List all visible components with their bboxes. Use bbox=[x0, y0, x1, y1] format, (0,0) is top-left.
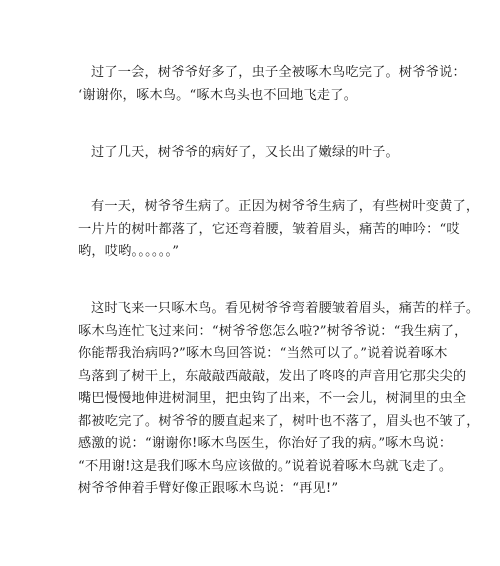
paragraph-2 bbox=[78, 142, 448, 165]
paragraph-line: 鸟落到了树干上，东敲敲西敲敲，发出了咚咚的声音用它那尖尖的 bbox=[78, 368, 467, 384]
paragraph-line: 过了一会，树爷爷好多了，虫子全被啄木鸟吃完了。树爷爷说： bbox=[91, 65, 466, 80]
paragraph-line: 你能帮我治病吗?”啄木鸟回答说：“当然可以了。”说着说着啄木 bbox=[78, 346, 448, 361]
paragraph-3 bbox=[78, 196, 480, 264]
paragraph-line: 过了几天，树爷爷的病好了，又长出了嫩绿的叶子。 bbox=[91, 145, 399, 160]
paragraph-line: 啄木鸟连忙飞过来问：“树爷爷您怎么啦?”树爷爷说：“我生病了， bbox=[78, 323, 468, 339]
paragraph-4 bbox=[78, 298, 480, 501]
paragraph-line: 哟，哎哟。。。。。。” bbox=[78, 244, 180, 259]
paragraph-line: 这时飞来一只啄木鸟。看见树爷爷弯着腰皱着眉头，痛苦的样子。 bbox=[91, 301, 480, 316]
paragraph-line: 嘴巴慢慢地伸进树洞里，把虫钩了出来，不一会儿，树洞里的虫全 bbox=[78, 391, 467, 406]
paragraph-1 bbox=[78, 62, 466, 107]
paragraph-line: 树爷爷伸着手臂好像正跟啄木鸟说：“再见!” bbox=[78, 481, 339, 496]
paragraph-line: 有一天，树爷爷生病了。正因为树爷爷生病了，有些树叶变黄了， bbox=[91, 199, 480, 214]
paragraph-line: 一片片的树叶都落了，它还弯着腰，皱着眉头，痛苦的呻吟：“哎 bbox=[78, 221, 460, 237]
paragraph-line: “不用谢!这是我们啄木鸟应该做的。”说着说着啄木鸟就飞走了。 bbox=[78, 458, 453, 474]
paragraph-line: 感激的说：“谢谢你!啄木鸟医生，你治好了我的病。”啄木鸟说： bbox=[78, 436, 453, 451]
paragraph-line: 都被吃完了。树爷爷的腰直起来了，树叶也不落了，眉头也不皱了， bbox=[78, 413, 480, 429]
paragraph-line: ‘谢谢你，啄木鸟。“啄木鸟头也不回地飞走了。 bbox=[78, 87, 358, 103]
